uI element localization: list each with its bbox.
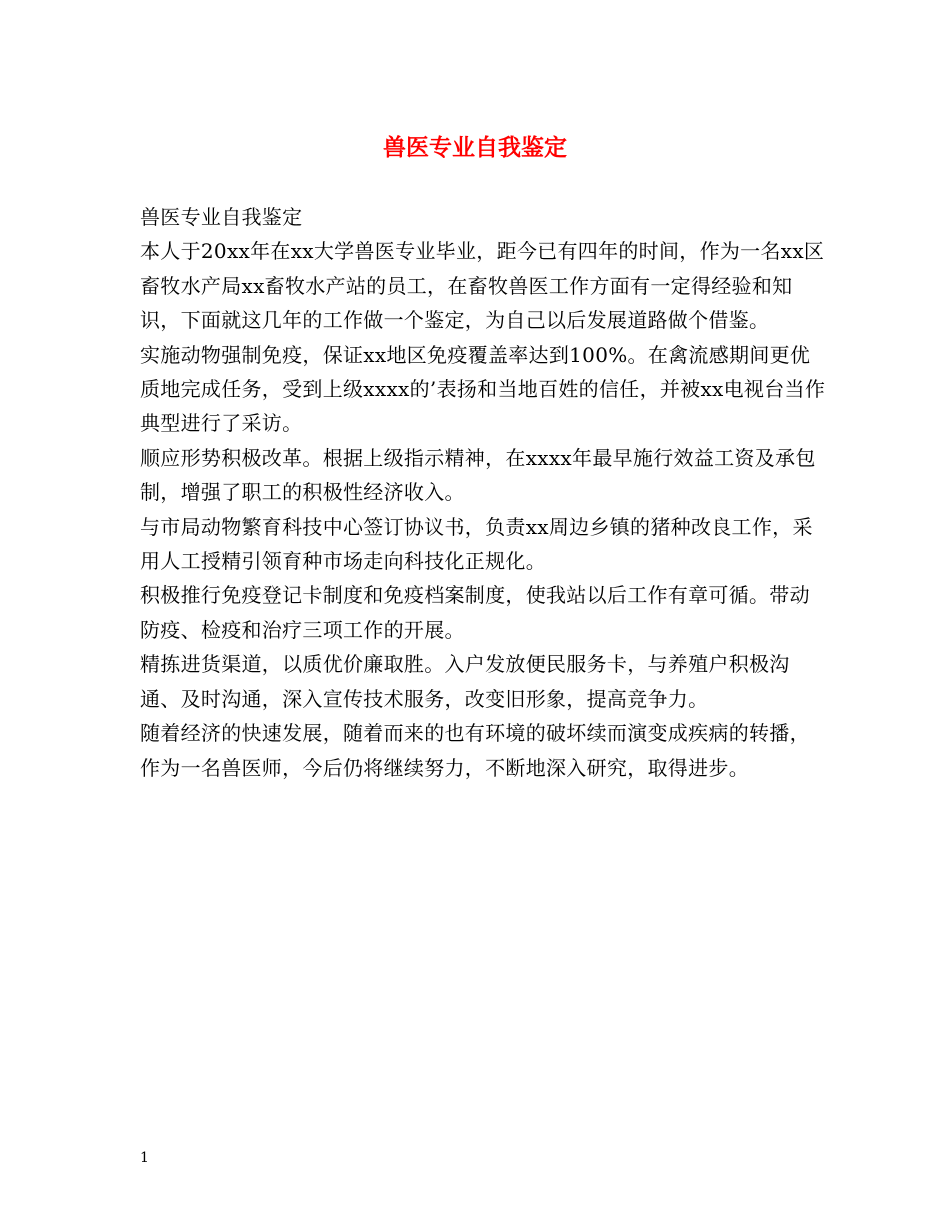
paragraph-heading: 兽医专业自我鉴定 (140, 205, 303, 229)
paragraph-reform: 顺应形势积极改革。根据上级指示精神，在xxxx年最早施行效益工资及承包制，增强了职工的积极性经济收入。 (140, 445, 816, 505)
paragraph-immunization: 实施动物强制免疫，保证xx地区免疫覆盖率达到100%。在禽流感期间更优质地完成任务，受到上级xxxx的’表扬和当地百姓的信任，并被xx电视台当作典型进行了采访。 (140, 342, 826, 436)
document-title: 兽医专业自我鉴定 (383, 134, 567, 161)
paragraph-conclusion: 随着经济的快速发展，随着而来的也有环境的破坏续而演变成疾病的转播，作为一名兽医师，今后仍将继续努力，不断地深入研究，取得进步。 (140, 721, 810, 780)
document-body (140, 200, 830, 785)
paragraph-service: 精拣进货渠道，以质优价廉取胜。入户发放便民服务卡，与养殖户积极沟通、及时沟通，深入宣传技术服务，改变旧形象，提高竞争力。 (140, 652, 790, 711)
paragraph-breeding: 与市局动物繁育科技中心签订协议书，负责xx周边乡镇的猪种改良工作，采用人工授精引领育种市场走向科技化正规化。 (140, 514, 813, 574)
page-number: 1 (140, 1150, 149, 1166)
paragraph-intro: 本人于20xx年在xx大学兽医专业毕业，距今已有四年的时间，作为一名xx区畜牧水产局xx畜牧水产站的员工，在畜牧兽医工作方面有一定得经验和知识，下面就这几年的工作做一个鉴定，为自己以后发展道路做个借鉴。 (140, 239, 825, 333)
paragraph-records: 积极推行免疫登记卡制度和免疫档案制度，使我站以后工作有章可循。带动防疫、检疫和治疗三项工作的开展。 (140, 583, 810, 642)
